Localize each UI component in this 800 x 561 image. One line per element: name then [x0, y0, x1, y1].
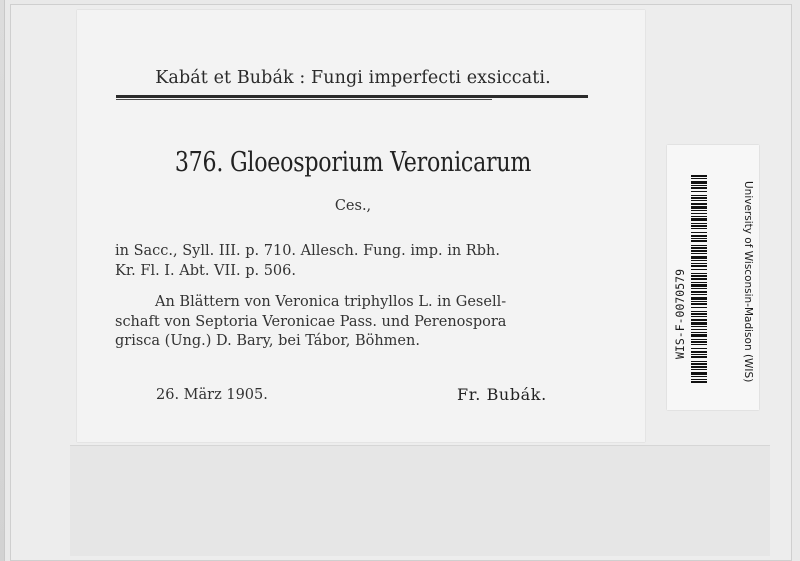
collector-name: Fr. Bubák. — [457, 385, 547, 404]
habitat-line: schaft von Septoria Veronicae Pass. und Perenospora — [115, 313, 507, 330]
habitat-line: An Blättern von Veronica triphyllos L. in Gesell- — [155, 294, 507, 310]
citation-line: in Sacc., Syll. III. p. 710. Allesch. Fung. imp. in Rbh. — [115, 243, 500, 259]
institution-wrap — [741, 181, 759, 391]
packet-fold — [70, 445, 770, 556]
header-rule-thin — [116, 99, 492, 100]
habitat-line: grisca (Ung.) D. Bary, bei Tábor, Böhmen. — [115, 333, 420, 349]
specimen-label — [77, 10, 645, 442]
barcode-label — [667, 145, 759, 410]
barcode — [691, 175, 707, 383]
citation-line: Kr. Fl. I. Abt. VII. p. 506. — [115, 262, 296, 279]
collection-date: 26. März 1905. — [156, 387, 268, 403]
institution-name: University of Wisconsin-Madison (WIS) — [742, 181, 754, 383]
species-author: Ces., — [334, 198, 372, 214]
habitat-description — [115, 293, 605, 352]
citation — [115, 242, 605, 281]
barcode-number: WIS-F-0070579 — [673, 268, 687, 359]
species-title: 376. Gloeosporium Veronicarum — [174, 147, 532, 178]
series-header: Kabát et Bubák : Fungi imperfecti exsiccati. — [155, 68, 551, 88]
header-rule-thick — [116, 95, 588, 98]
barcode-number-wrap — [673, 268, 691, 509]
